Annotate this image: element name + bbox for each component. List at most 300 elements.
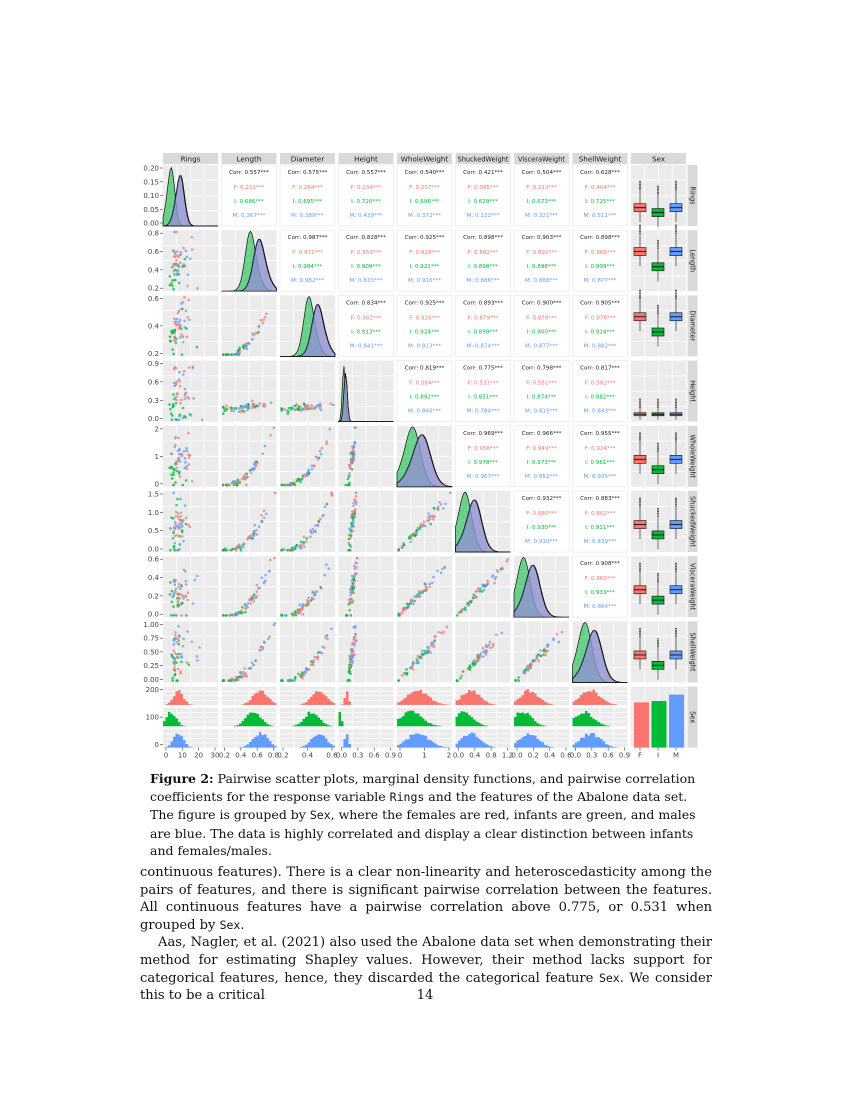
scatter-point-I — [171, 348, 174, 351]
hist-bar-F — [478, 695, 481, 705]
y-tick-label: 0.50 — [143, 648, 159, 657]
scatter-point-F — [186, 285, 189, 288]
box-outlier — [657, 248, 658, 249]
scatter-point-F — [246, 342, 249, 345]
hist-bar-I — [339, 712, 342, 726]
scatter-point-M — [534, 659, 537, 662]
panel-shuckedweight-rings — [163, 491, 218, 552]
hist-bar-M — [422, 735, 425, 747]
scatter-point-M — [173, 657, 176, 660]
scatter-point-M — [173, 231, 176, 234]
hist-bar-I — [483, 725, 486, 726]
hist-bar-M — [478, 739, 481, 748]
scatter-point-F — [178, 583, 181, 586]
scatter-point-M — [355, 640, 358, 643]
scatter-point-I — [172, 537, 175, 540]
scatter-point-F — [310, 404, 313, 407]
box-outlier — [675, 497, 676, 498]
scatter-point-F — [187, 432, 190, 435]
hist-bar-M — [476, 737, 479, 748]
column-strip-label: Rings — [180, 154, 201, 164]
corr-F: F: 0.878*** — [526, 315, 557, 322]
box-outlier — [639, 634, 640, 635]
scatter-point-F — [187, 591, 190, 594]
panel-wholeweight-height — [339, 426, 394, 487]
corr-F: F: 0.971*** — [292, 250, 323, 257]
scatter-point-I — [290, 407, 293, 410]
corr-F: F: 0.876*** — [584, 315, 616, 322]
hist-bar-M — [252, 739, 255, 748]
scatter-point-F — [174, 631, 177, 634]
scatter-point-I — [305, 537, 308, 540]
x-tick-label: 0.6 — [560, 751, 572, 760]
x-tick-label: 0.2 — [277, 751, 289, 760]
hist-bar-I — [542, 725, 545, 726]
box-outlier — [675, 566, 676, 567]
scatter-point-M — [173, 592, 176, 595]
hist-bar-I — [481, 724, 484, 726]
scatter-point-I — [540, 655, 543, 658]
scatter-point-I — [182, 407, 185, 410]
corr-M: M: 0.815*** — [525, 408, 558, 415]
scatter-point-M — [180, 656, 183, 659]
hist-bar-I — [519, 713, 522, 726]
scatter-point-M — [298, 604, 301, 607]
hist-bar-I — [600, 724, 603, 727]
scatter-point-I — [294, 610, 297, 613]
scatter-point-F — [242, 671, 245, 674]
box-outlier — [657, 640, 658, 641]
scatter-point-F — [401, 674, 404, 677]
row-strip-label: WholeWeight — [688, 434, 697, 479]
panel-shuckedweight-wholeweight — [397, 491, 452, 552]
scatter-point-I — [242, 347, 245, 350]
scatter-point-F — [350, 660, 353, 663]
scatter-point-I — [185, 614, 188, 617]
box-outlier — [639, 564, 640, 565]
hist-bar-M — [471, 732, 474, 747]
scatter-point-M — [332, 404, 335, 407]
scatter-point-M — [240, 676, 243, 679]
scatter-point-I — [169, 335, 172, 338]
box-outlier — [639, 181, 640, 182]
scatter-point-M — [479, 654, 482, 657]
corr-overall: Corr: 0.819*** — [404, 365, 445, 372]
hist-bar-F — [580, 695, 583, 705]
x-tick-label: 1.2 — [501, 751, 514, 760]
scatter-point-M — [232, 480, 235, 483]
box-outlier — [675, 432, 676, 433]
scatter-point-F — [440, 632, 443, 635]
hist-bar-M — [310, 739, 313, 748]
box-outlier — [639, 563, 640, 564]
scatter-point-F — [312, 660, 315, 663]
hist-bar-I — [437, 726, 440, 727]
scatter-point-I — [348, 609, 351, 612]
scatter-point-M — [428, 583, 431, 586]
scatter-point-F — [475, 590, 478, 593]
scatter-point-I — [177, 273, 180, 276]
panel-shellweight-height — [339, 621, 394, 682]
scatter-point-M — [475, 660, 478, 663]
hist-bar-M — [410, 735, 413, 748]
scatter-point-I — [173, 398, 176, 401]
column-strip-height — [339, 153, 394, 164]
box-outlier — [639, 497, 640, 498]
scatter-point-F — [303, 545, 306, 548]
scatter-point-I — [235, 678, 238, 681]
scatter-point-I — [169, 549, 172, 552]
scatter-point-F — [244, 477, 247, 480]
scatter-point-F — [179, 672, 182, 675]
scatter-point-F — [546, 649, 549, 652]
scatter-point-F — [177, 312, 180, 315]
scatter-point-F — [482, 647, 485, 650]
scatter-point-I — [172, 605, 175, 608]
scatter-point-F — [262, 322, 265, 325]
scatter-point-F — [556, 633, 559, 636]
scatter-point-M — [192, 602, 195, 605]
corr-M: M: 0.511*** — [583, 213, 617, 219]
box-outlier — [675, 400, 676, 401]
corr-F: F: 0.582*** — [584, 380, 616, 387]
scatter-point-F — [468, 604, 471, 607]
box-outlier — [639, 499, 640, 500]
corr-F: F: 0.095*** — [467, 185, 499, 191]
scatter-point-M — [184, 394, 187, 397]
scatter-point-I — [173, 469, 176, 472]
scatter-point-I — [303, 403, 306, 406]
box-outlier — [657, 400, 658, 401]
box-outlier — [657, 643, 658, 644]
hist-bar-F — [610, 704, 613, 705]
x-tick-label: 0.3 — [586, 751, 598, 760]
x-tick-label: 0.6 — [251, 751, 263, 760]
scatter-point-F — [432, 646, 435, 649]
hist-bar-F — [173, 696, 176, 705]
scatter-point-F — [237, 546, 240, 549]
hist-bar-I — [178, 722, 181, 726]
hist-bar-M — [303, 746, 306, 748]
corr-overall: Corr: 0.628*** — [580, 170, 620, 176]
scatter-point-F — [433, 636, 436, 639]
scatter-point-M — [501, 632, 504, 635]
scatter-point-M — [257, 587, 260, 590]
scatter-point-M — [412, 603, 415, 606]
scatter-point-M — [173, 385, 176, 388]
corr-I: I: 0.973*** — [526, 459, 557, 466]
hist-bar-M — [544, 745, 547, 748]
y-tick-label: 0.6 — [147, 378, 159, 387]
panel-shuckedweight-shellweight — [573, 491, 628, 552]
scatter-point-I — [456, 679, 459, 682]
scatter-point-M — [179, 498, 182, 501]
hist-bar-F — [407, 695, 410, 705]
scatter-point-I — [280, 408, 283, 411]
corr-M: M: 0.845*** — [408, 408, 441, 415]
scatter-point-M — [264, 579, 267, 582]
panel-shellweight-length — [222, 621, 277, 682]
scatter-point-I — [222, 549, 225, 552]
scatter-point-F — [307, 602, 310, 605]
box-outlier — [657, 240, 658, 241]
hist-bar-M — [341, 747, 344, 748]
panel-shellweight-shellweight — [573, 621, 628, 682]
x-tick-label: 0.0 — [452, 751, 465, 760]
scatter-point-F — [177, 668, 180, 671]
box-outlier — [657, 516, 658, 517]
scatter-point-I — [171, 590, 174, 593]
scatter-point-F — [478, 658, 481, 661]
hist-bar-I — [578, 715, 581, 726]
scatter-point-M — [319, 404, 322, 407]
x-tick-label: 0.0 — [511, 751, 523, 760]
hist-bar-I — [517, 713, 520, 727]
hist-bar-M — [430, 740, 433, 747]
corr-F: F: 0.231*** — [233, 185, 265, 191]
scatter-point-M — [190, 414, 193, 417]
corr-M: M: 0.877*** — [583, 278, 617, 285]
scatter-point-I — [178, 535, 181, 538]
scatter-point-M — [307, 469, 310, 472]
scatter-point-I — [459, 611, 462, 614]
scatter-point-M — [178, 418, 181, 421]
scatter-point-M — [245, 345, 248, 348]
scatter-point-F — [175, 463, 178, 466]
corr-I: I: 0.984*** — [292, 264, 323, 271]
hist-bar-M — [259, 732, 262, 748]
box-outlier — [639, 501, 640, 502]
corr-I: I: 0.629*** — [468, 199, 498, 205]
hist-bar-F — [252, 696, 255, 705]
corr-M: M: 0.367*** — [232, 213, 266, 219]
scatter-point-I — [537, 653, 540, 656]
hist-bar-M — [461, 738, 464, 748]
scatter-point-M — [184, 388, 187, 391]
hist-bar-F — [432, 700, 435, 705]
scatter-point-M — [316, 404, 319, 407]
corr-I: I: 0.874*** — [526, 394, 557, 401]
hist-bar-F — [171, 700, 174, 705]
scatter-point-F — [180, 515, 183, 518]
scatter-point-F — [288, 549, 291, 552]
corr-F: F: 0.212*** — [526, 185, 557, 191]
scatter-point-F — [537, 660, 540, 663]
hist-bar-I — [471, 717, 474, 726]
hist-bar-M — [415, 734, 418, 748]
scatter-point-I — [224, 353, 227, 356]
scatter-point-M — [488, 644, 491, 647]
scatter-point-I — [170, 282, 173, 285]
scatter-point-M — [177, 450, 180, 453]
hist-bar-F — [264, 695, 267, 705]
panel-rings-visceraweight — [514, 165, 569, 226]
scatter-point-F — [180, 511, 183, 514]
corr-overall: Corr: 0.775*** — [463, 365, 503, 372]
scatter-point-M — [236, 352, 239, 355]
hist-bar-M — [534, 736, 537, 748]
hist-bar-M — [173, 737, 176, 748]
hist-bar-M — [254, 737, 257, 748]
scatter-point-M — [245, 472, 248, 475]
box-outlier — [657, 185, 658, 186]
scatter-point-M — [285, 614, 288, 617]
hist-bar-M — [181, 736, 184, 747]
hist-bar-I — [605, 725, 608, 726]
hist-bar-M — [183, 740, 186, 748]
box-outlier — [639, 400, 640, 401]
box-outlier — [675, 293, 676, 294]
box-outlier — [639, 504, 640, 505]
scatter-point-I — [443, 566, 446, 569]
scatter-point-F — [428, 586, 431, 589]
hist-bar-I — [259, 717, 262, 726]
scatter-point-M — [273, 426, 276, 429]
hist-bar-F — [320, 692, 323, 705]
scatter-point-M — [495, 633, 498, 636]
row-strip-visceraweight — [688, 556, 698, 617]
y-tick-label: 0.8 — [147, 229, 159, 238]
scatter-point-M — [175, 588, 178, 591]
box-outlier — [675, 291, 676, 292]
scatter-point-F — [252, 404, 255, 407]
corr-F: F: 0.562*** — [350, 315, 382, 322]
scatter-point-M — [177, 586, 180, 589]
box-outlier — [657, 573, 658, 574]
scatter-point-I — [249, 667, 252, 670]
hist-bar-F — [254, 694, 257, 705]
scatter-point-F — [177, 515, 180, 518]
box-outlier — [639, 399, 640, 400]
hist-bar-M — [249, 742, 252, 748]
corr-M: M: 0.877*** — [525, 343, 558, 350]
y-tick-label: 0.25 — [143, 662, 159, 671]
hist-bar-M — [549, 747, 552, 748]
scatter-point-I — [174, 669, 177, 672]
hist-bar-F — [524, 691, 527, 705]
box-outlier — [657, 190, 658, 191]
scatter-point-I — [347, 549, 350, 552]
scatter-point-F — [305, 540, 308, 543]
scatter-point-F — [181, 535, 184, 538]
hist-bar-F — [323, 694, 326, 705]
scatter-point-F — [354, 508, 357, 511]
y-tick-label: 0.20 — [143, 164, 159, 173]
hist-bar-F — [430, 697, 433, 704]
scatter-point-F — [239, 481, 242, 484]
scatter-point-I — [169, 581, 172, 584]
panel-wholeweight-visceraweight — [514, 426, 569, 487]
hist-bar-F — [405, 698, 408, 705]
scatter-point-F — [173, 255, 176, 258]
scatter-point-F — [431, 514, 434, 517]
box-outlier — [657, 193, 658, 194]
hist-bar-M — [593, 733, 596, 748]
scatter-point-F — [201, 418, 204, 421]
panel-length-diameter — [280, 230, 335, 291]
scatter-point-M — [353, 426, 356, 429]
panel-shuckedweight-sex — [631, 491, 686, 552]
scatter-point-M — [444, 502, 447, 505]
scatter-point-M — [182, 301, 185, 304]
hist-bar-I — [173, 716, 176, 726]
scatter-point-M — [314, 656, 317, 659]
hist-bar-F — [269, 699, 272, 705]
hist-bar-F — [244, 703, 247, 705]
scatter-point-F — [492, 643, 495, 646]
scatter-point-F — [260, 319, 263, 322]
scatter-point-M — [194, 579, 197, 582]
hist-bar-I — [163, 721, 166, 726]
scatter-point-I — [523, 669, 526, 672]
box-outlier — [657, 578, 658, 579]
scatter-point-M — [233, 410, 236, 413]
scatter-point-F — [419, 523, 422, 526]
hist-bar-F — [603, 699, 606, 705]
scatter-point-M — [350, 654, 353, 657]
scatter-point-M — [325, 563, 328, 566]
scatter-point-I — [171, 418, 174, 421]
corr-I: I: 0.933*** — [585, 590, 615, 597]
hist-bar-M — [585, 734, 588, 748]
hist-bar-F — [456, 700, 459, 705]
scatter-point-M — [232, 353, 235, 356]
scatter-point-M — [228, 679, 231, 682]
hist-bar-F — [415, 691, 418, 705]
hist-bar-F — [461, 695, 464, 705]
box-outlier — [657, 187, 658, 188]
scatter-point-M — [176, 318, 179, 321]
scatter-point-M — [252, 664, 255, 667]
hist-bar-I — [575, 717, 578, 727]
scatter-point-M — [426, 649, 429, 652]
scatter-point-I — [169, 275, 172, 278]
box-outlier — [657, 451, 658, 452]
scatter-point-F — [432, 518, 435, 521]
scatter-point-M — [268, 570, 271, 573]
hist-bar-I — [323, 723, 326, 726]
scatter-point-M — [349, 594, 352, 597]
x-tick-label: 0.3 — [352, 751, 364, 760]
scatter-point-M — [174, 269, 177, 272]
scatter-point-I — [307, 472, 310, 475]
box-outlier — [657, 638, 658, 639]
scatter-point-M — [317, 458, 320, 461]
scatter-point-F — [303, 535, 306, 538]
scatter-point-M — [253, 530, 256, 533]
hist-bar-M — [325, 738, 328, 747]
hist-bar-F — [344, 698, 347, 705]
scatter-point-F — [299, 610, 302, 613]
hist-bar-M — [333, 746, 336, 748]
scatter-point-F — [230, 409, 233, 412]
box-outlier — [657, 308, 658, 309]
scatter-point-I — [347, 484, 350, 487]
x-tick-label: M — [672, 751, 680, 760]
row-strip-label: Diameter — [688, 310, 697, 342]
scatter-point-F — [429, 651, 432, 654]
box-outlier — [639, 403, 640, 404]
column-strip-diameter — [280, 153, 335, 164]
scatter-point-I — [171, 279, 174, 282]
scatter-point-M — [196, 287, 199, 290]
scatter-point-F — [175, 515, 178, 518]
hist-bar-F — [259, 690, 262, 704]
scatter-point-F — [177, 639, 180, 642]
hist-bar-I — [400, 718, 403, 726]
corr-overall: Corr: 0.540*** — [404, 170, 445, 176]
hist-bar-M — [349, 744, 352, 748]
